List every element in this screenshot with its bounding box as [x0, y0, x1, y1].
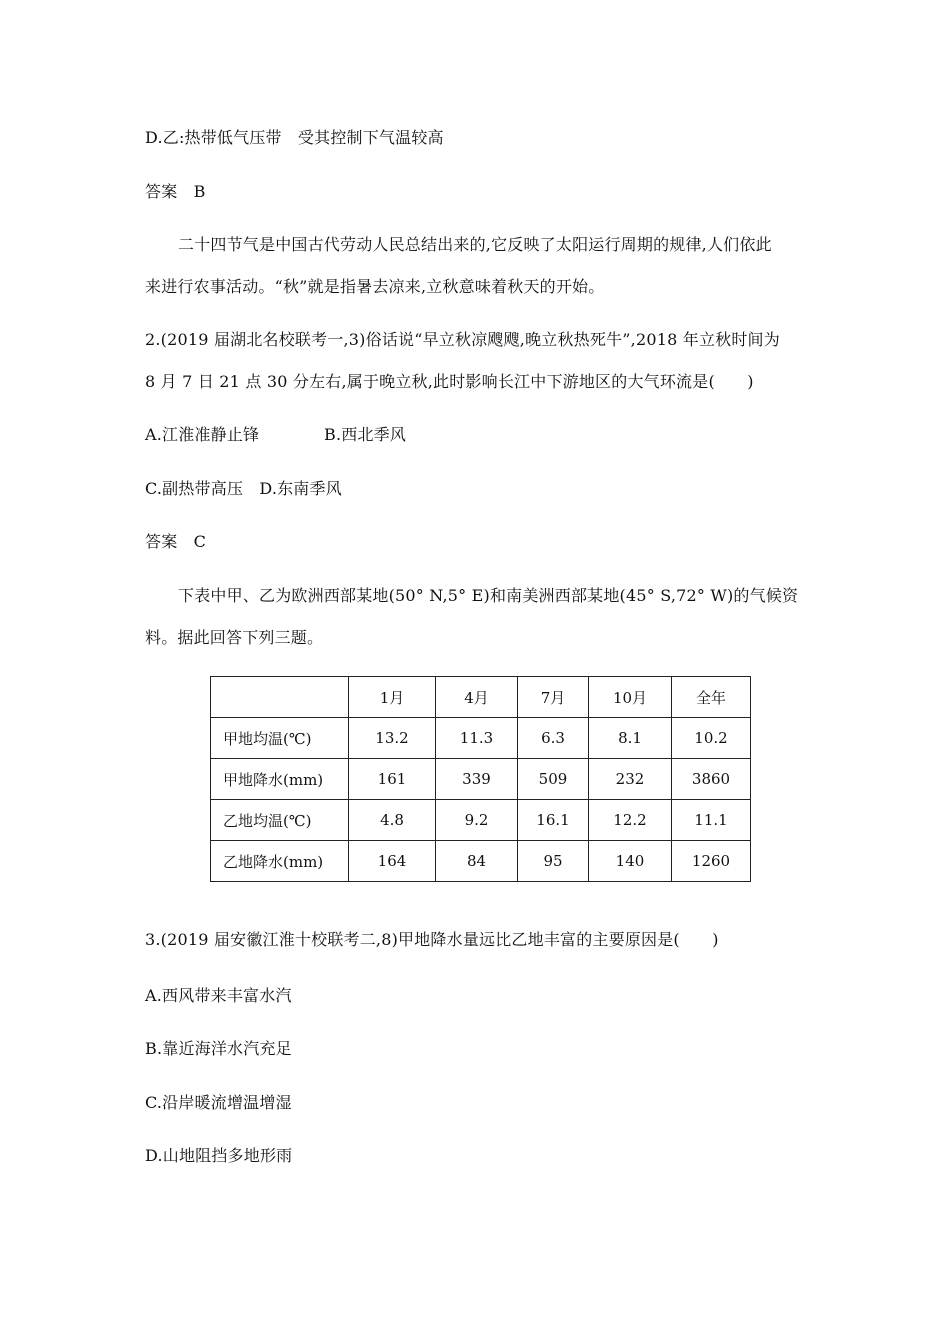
table-cell: 11.1	[672, 800, 751, 841]
table-row	[211, 800, 751, 841]
table-cell: 16.1	[518, 800, 589, 841]
question2-options-cd: C.副热带高压 D.东南季风	[145, 479, 342, 498]
question3-option-c: C.沿岸暖流增温增湿	[145, 1093, 292, 1112]
table-header-cell: 7月	[518, 677, 589, 718]
table-cell: 1260	[672, 841, 751, 882]
passage2-line1: 下表中甲、乙为欧洲西部某地(50° N,5° E)和南美洲西部某地(45° S,72° W)的气候资	[178, 586, 799, 605]
table-cell: 161	[349, 759, 436, 800]
table-row	[211, 841, 751, 882]
climate-data-table	[210, 676, 751, 882]
table-cell: 11.3	[436, 718, 518, 759]
passage1-line1: 二十四节气是中国古代劳动人民总结出来的,它反映了太阳运行周期的规律,人们依此	[178, 235, 772, 254]
question3-option-b: B.靠近海洋水汽充足	[145, 1039, 292, 1058]
table-header-cell: 4月	[436, 677, 518, 718]
question2-stem-line2: 8 月 7 日 21 点 30 分左右,属于晚立秋,此时影响长江中下游地区的大气环流是( )	[145, 372, 754, 391]
table-header-cell: 10月	[589, 677, 672, 718]
table-row-label: 乙地均温(℃)	[211, 800, 349, 841]
question3-stem: 3.(2019 届安徽江淮十校联考二,8)甲地降水量远比乙地丰富的主要原因是( )	[145, 930, 719, 949]
table-cell: 9.2	[436, 800, 518, 841]
table-cell: 164	[349, 841, 436, 882]
question1-answer: 答案 B	[145, 182, 206, 201]
question3-option-d: D.山地阻挡多地形雨	[145, 1146, 293, 1165]
passage2-line2: 料。据此回答下列三题。	[145, 628, 324, 647]
table-cell: 509	[518, 759, 589, 800]
passage1-line2: 来进行农事活动。“秋”就是指暑去凉来,立秋意味着秋天的开始。	[145, 277, 605, 296]
table-cell: 3860	[672, 759, 751, 800]
table-header-row	[211, 677, 751, 718]
table-row	[211, 759, 751, 800]
table-cell: 95	[518, 841, 589, 882]
question2-stem-line1: 2.(2019 届湖北名校联考一,3)俗话说“早立秋凉飕飕,晚立秋热死牛”,2018 年立秋时间为	[145, 330, 780, 349]
table-cell: 10.2	[672, 718, 751, 759]
table-row	[211, 718, 751, 759]
table-cell: 339	[436, 759, 518, 800]
table-row-label: 甲地降水(mm)	[211, 759, 349, 800]
question2-answer: 答案 C	[145, 532, 207, 551]
table-cell: 8.1	[589, 718, 672, 759]
table-cell: 13.2	[349, 718, 436, 759]
question3-option-a: A.西风带来丰富水汽	[145, 986, 292, 1005]
table-header-cell: 1月	[349, 677, 436, 718]
table-cell: 12.2	[589, 800, 672, 841]
table-header-cell	[211, 677, 349, 718]
question1-option-d: D.乙:热带低气压带 受其控制下气温较高	[145, 128, 444, 147]
table-cell: 140	[589, 841, 672, 882]
table-row-label: 甲地均温(℃)	[211, 718, 349, 759]
table-cell: 4.8	[349, 800, 436, 841]
table-row-label: 乙地降水(mm)	[211, 841, 349, 882]
table-cell: 232	[589, 759, 672, 800]
question2-options-ab: A.江淮准静止锋 B.西北季风	[145, 425, 407, 444]
table-header-cell: 全年	[672, 677, 751, 718]
table-cell: 84	[436, 841, 518, 882]
table-cell: 6.3	[518, 718, 589, 759]
